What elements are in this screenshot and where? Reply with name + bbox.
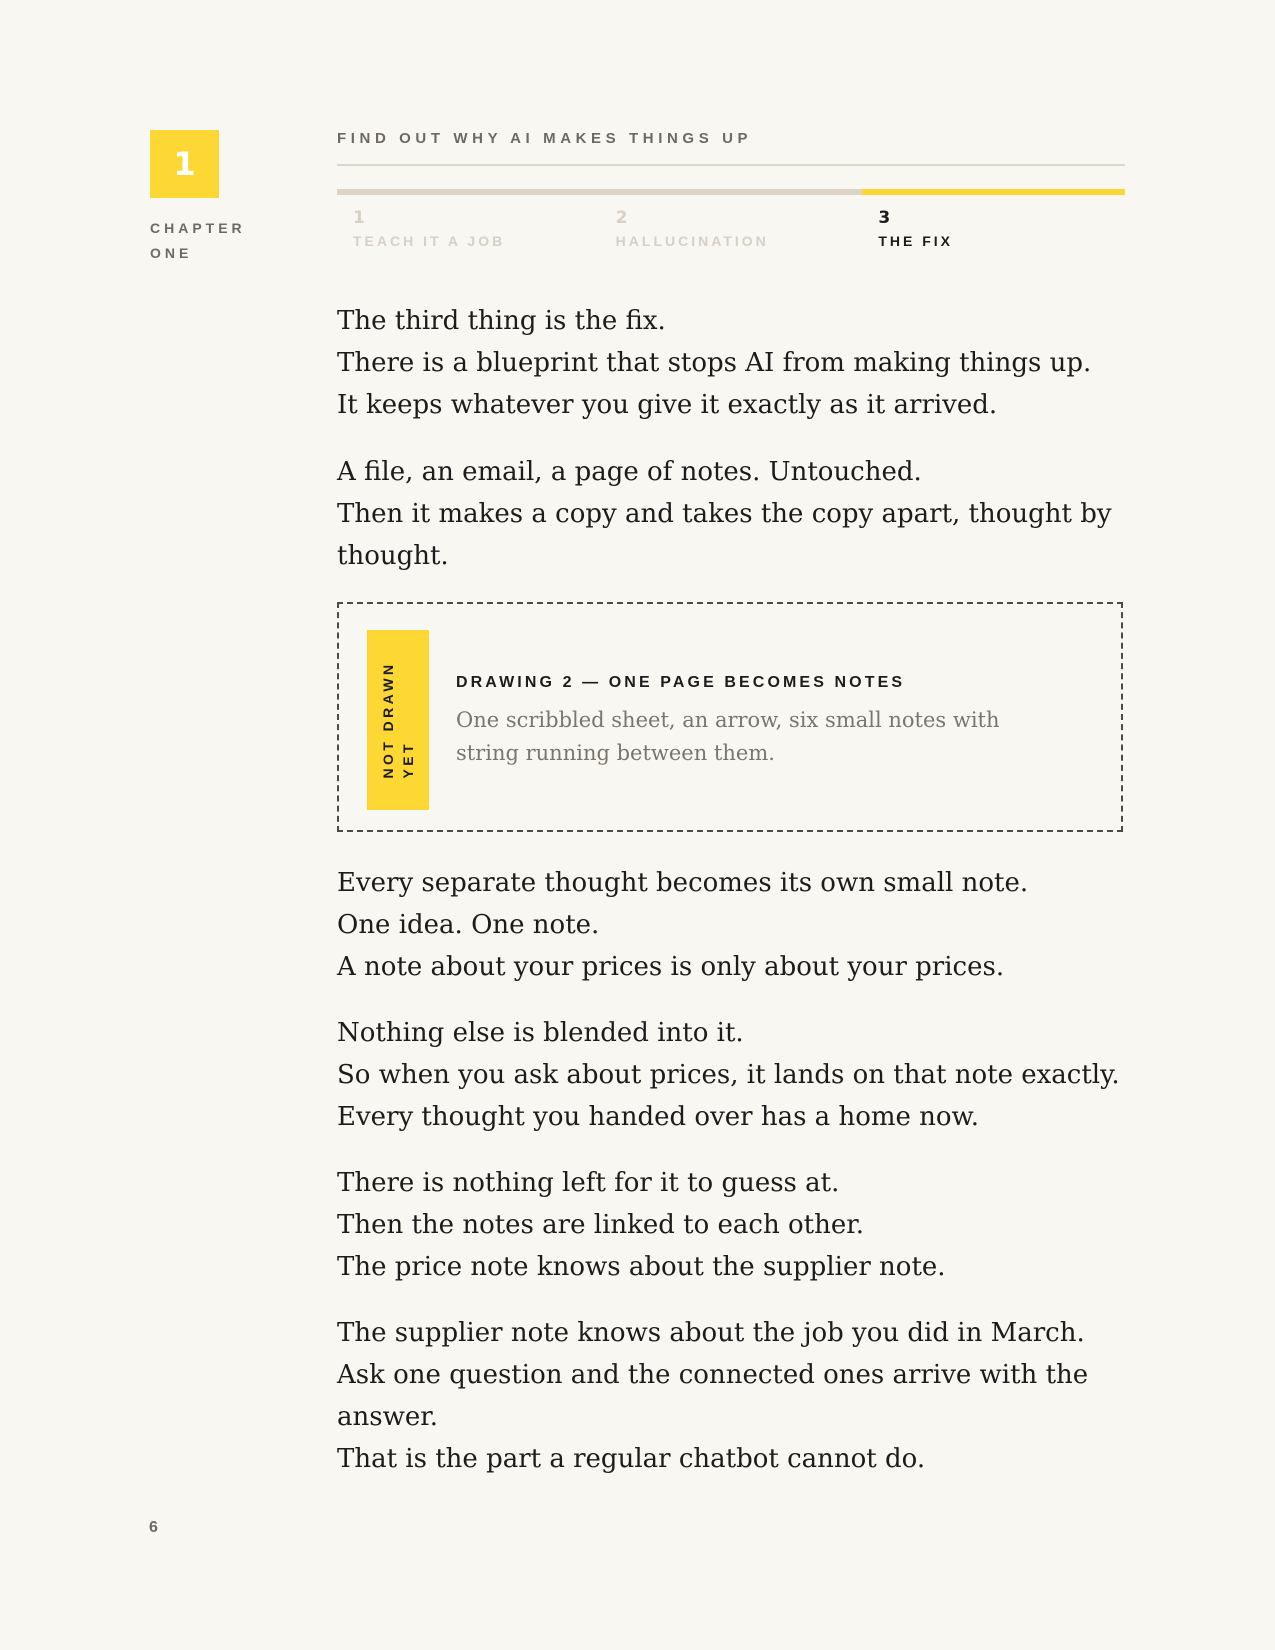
text-line: That is the part a regular chatbot cannot do.: [337, 1444, 926, 1474]
chapter-label-line-2: ONE: [150, 245, 193, 261]
chapter-label: [150, 216, 246, 266]
chapter-label-line-1: CHAPTER: [150, 220, 246, 236]
paragraph: [337, 451, 1127, 577]
text-line: It keeps whatever you give it exactly as it arrived.: [337, 390, 998, 420]
paragraph: [337, 300, 1127, 426]
paragraph: [337, 862, 1127, 988]
step-progress: [337, 189, 1125, 249]
step-progress-bar: [862, 189, 1125, 195]
step-progress-bar: [337, 189, 600, 195]
text-line: Then the notes are linked to each other.: [337, 1210, 865, 1240]
tag-line: YET: [400, 741, 416, 779]
text-line: The third thing is the fix.: [337, 306, 666, 336]
text-line: Then it makes a copy and takes the copy apart, thought by: [337, 499, 1112, 529]
header-divider: [337, 164, 1125, 166]
paragraph: [337, 1162, 1127, 1288]
paragraph: [337, 1012, 1127, 1138]
text-line: A note about your prices is only about your prices.: [337, 952, 1005, 982]
section-title: FIND OUT WHY AI MAKES THINGS UP: [337, 130, 753, 147]
page-number: 6: [149, 1519, 158, 1536]
step-label: HALLUCINATION: [615, 233, 769, 249]
text-line: There is a blueprint that stops AI from making things up.: [337, 348, 1092, 378]
not-drawn-yet-tag: [367, 630, 429, 810]
step-progress-bar: [600, 189, 863, 195]
text-line: Every separate thought becomes its own small note.: [337, 868, 1029, 898]
text-line: Nothing else is blended into it.: [337, 1018, 744, 1048]
drawing-title: DRAWING 2 — ONE PAGE BECOMES NOTES: [456, 674, 906, 691]
step-the-fix[interactable]: [862, 189, 1125, 249]
text-line: Ask one question and the connected ones arrive with the: [337, 1360, 1089, 1390]
text-line: The supplier note knows about the job you did in March.: [337, 1318, 1085, 1348]
text-line: So when you ask about prices, it lands on that note exactly.: [337, 1060, 1120, 1090]
paragraph: [337, 1312, 1127, 1480]
text-line: answer.: [337, 1402, 439, 1432]
chapter-body: [337, 300, 1127, 1480]
chapter-number-badge: 1: [150, 130, 219, 198]
step-teach-it-a-job[interactable]: [337, 189, 600, 249]
text-line: The price note knows about the supplier note.: [337, 1252, 946, 1282]
step-label: THE FIX: [878, 233, 954, 249]
tag-line: NOT DRAWN: [380, 661, 396, 779]
drawing-description: One scribbled sheet, an arrow, six small notes with string running between them.: [456, 708, 1000, 765]
drawing-placeholder: [337, 602, 1123, 832]
step-label: TEACH IT A JOB: [353, 233, 506, 249]
text-line: There is nothing left for it to guess at.: [337, 1168, 840, 1198]
step-number: 1: [353, 208, 365, 228]
step-number: 3: [878, 208, 891, 228]
text-line: A file, an email, a page of notes. Untouched.: [337, 457, 922, 487]
step-hallucination[interactable]: [600, 189, 863, 249]
text-line: thought.: [337, 541, 449, 571]
step-number: 2: [615, 208, 628, 228]
text-line: One idea. One note.: [337, 910, 600, 940]
text-line: Every thought you handed over has a home now.: [337, 1102, 979, 1132]
not-drawn-yet-label: [378, 662, 418, 779]
